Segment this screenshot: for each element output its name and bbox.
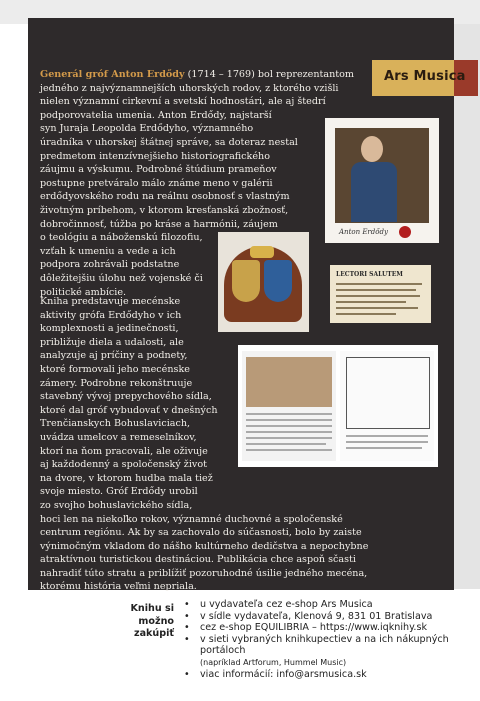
- p2-line-7: stavebný vývoj prepychového sídla,: [40, 391, 212, 403]
- purchase-option-bookshops: • v sieti vybraných knihkupectiev a na ich nákupných portáloch (napríklad Artforum, Hummel Music): [184, 634, 464, 669]
- text-line: [346, 435, 428, 437]
- p2-line-16: hoci len na niekoľko rokov, významné duchovné a spoločenské: [40, 513, 343, 525]
- p1-line-5: úradníka v uhorskej štátnej správe, sa doteraz nestal: [40, 136, 298, 148]
- p1-line-4: syn Juraja Leopolda Erdődyho, významného: [40, 123, 254, 135]
- p2-line-21: ktorému história veľmi nepriala.: [40, 581, 197, 593]
- p2-line-13: na dvore, v ktorom hudba mala tiež: [40, 472, 213, 484]
- p2-line-12: aj každodenný a spoločenský život: [40, 459, 207, 471]
- floor-plan-drawing: [346, 357, 430, 429]
- p2-line-8: ktoré dal gróf vybudovať v dnešných: [40, 404, 218, 416]
- purchase-heading: [98, 603, 174, 641]
- purchase-heading-line: Knihu si možno: [130, 603, 174, 627]
- p2-line-4: analyzuje aj príčiny a podnety,: [40, 350, 188, 362]
- p1-line-10: životným príbehom, v ktorom kresťanská zbožnosť,: [40, 204, 289, 216]
- p2-line-15: zo svojho bohuslavického sídla,: [40, 499, 193, 511]
- p1-line-0: Generál gróf Anton Erdődy (1714 – 1769) bol reprezentantom: [40, 69, 355, 80]
- historic-document-image: [330, 265, 431, 323]
- ars-musica-logo: [372, 60, 478, 96]
- p1-line-16: politické ambície.: [40, 286, 127, 298]
- p2-line-5: ktoré formovali jeho mecénske: [40, 363, 190, 375]
- p1-line-12: o teológiu a náboženskú filozofiu,: [40, 232, 203, 244]
- text-line: [246, 431, 332, 433]
- purchase-options-list: [184, 599, 464, 680]
- p2-line-18: výnimočným vkladom do nášho kultúrneho dedičstva a nepochybne: [40, 540, 369, 552]
- shield-right-icon: [264, 260, 292, 302]
- p1-line-3: podporovatelia umenia. Anton Erdődy, najstarší: [40, 109, 272, 121]
- p1-line-14: podpora zohrávali podstatne: [40, 259, 180, 271]
- document-line: [336, 307, 418, 309]
- p1-line-9: erdődyovského rodu na reálnu osobnosť s vlastným: [40, 191, 290, 203]
- p2-line-11: ktorí na ňom pracovali, ale oživuje: [40, 445, 208, 457]
- shield-left-icon: [232, 260, 260, 302]
- document-line: [336, 301, 406, 303]
- text-line: [246, 443, 326, 445]
- p2-line-6: zámery. Podrobne rekonštruuje: [40, 377, 193, 389]
- purchase-option-eshop: • u vydavateľa cez e-shop Ars Musica: [184, 599, 464, 611]
- p2-line-9: Trenčianskych Bohuslaviciach,: [40, 418, 191, 430]
- logo-text: Ars Musica: [384, 69, 466, 84]
- p2-line-2: komplexnosti a jedinečnosti,: [40, 323, 179, 335]
- purchase-option-office: • v sídle vydavateľa, Klenová 9, 831 01 Bratislava: [184, 611, 464, 623]
- purchase-option-info: • viac informácií: info@arsmusica.sk: [184, 669, 464, 681]
- p2-line-17: centrum regiónu. Ak by sa zachovalo do súčasnosti, bolo by zaiste: [40, 527, 362, 539]
- text-line: [246, 413, 332, 415]
- text-line: [346, 441, 428, 443]
- book-spread-image: [238, 345, 438, 467]
- purchase-heading-line: zakúpiť: [133, 628, 174, 640]
- document-line: [336, 295, 420, 297]
- portrait-signature: Anton Erdődy: [339, 228, 388, 236]
- p1-line-11: dobročinnosť, túžba po kráse a harmónii, záujem: [40, 218, 278, 230]
- p2-line-19: atraktívnou turistickou destináciou. Publikácia chce aspoň sčasti: [40, 554, 356, 566]
- document-line: [336, 283, 422, 285]
- text-line: [246, 449, 332, 451]
- p2-line-14: svoje miesto. Gróf Erdődy urobil: [40, 486, 198, 498]
- interior-photo: [246, 357, 332, 407]
- p2-line-3: približuje diela a udalosti, ale: [40, 336, 184, 348]
- p2-line-1: aktivity grófa Erdődyho v ich: [40, 309, 182, 321]
- portrait-image: [325, 118, 439, 243]
- portrait-figure-coat: [351, 162, 397, 222]
- p2-line-10: uvádza umelcov a remeselníkov,: [40, 431, 197, 443]
- text-line: [246, 425, 332, 427]
- p1-line-7: záujmu a výskumu. Podrobné štúdium prameňov: [40, 164, 277, 176]
- coat-of-arms-image: [218, 232, 309, 332]
- text-line: [246, 419, 332, 421]
- document-heading: LECTORI SALUTEM: [336, 271, 403, 278]
- p1-line-1: jedného z najvýznamnejších uhorských rodov, z ktorého vzišli: [40, 82, 339, 94]
- p1-line-15: dôležitejšiu úlohu než vojenské či: [40, 272, 203, 284]
- document-line: [336, 289, 416, 291]
- p1-line-8: postupne pretváralo málo známe meno v galérii: [40, 177, 273, 189]
- lead-name: Generál gróf Anton Erdődy: [40, 69, 185, 80]
- text-line: [346, 447, 422, 449]
- right-stripe: [454, 24, 480, 589]
- purchase-option-equilibria: • cez e-shop EQUILIBRIA – https://www.iqknihy.sk: [184, 622, 464, 634]
- p1-line-6: predmetom intenzívnejšieho historiografického: [40, 150, 271, 162]
- document-line: [336, 313, 396, 315]
- bookshops-note: (napríklad Artforum, Hummel Music): [200, 657, 347, 667]
- p1-line-2: nielen významní cirkevní a svetskí hodnostári, ale aj štedrí: [40, 96, 326, 108]
- p2-line-0: Kniha predstavuje mecénske: [40, 296, 181, 307]
- crown-icon: [250, 246, 274, 258]
- paragraph-1: [40, 68, 370, 299]
- p1-line-13: vzťah k umeniu a vede a ich: [40, 245, 176, 257]
- p2-line-20: nahradiť túto stratu a priblížiť pozoruhodné úsilie jedného mecéna,: [40, 567, 368, 579]
- wax-seal-icon: [399, 226, 411, 238]
- portrait-figure-face: [361, 136, 383, 162]
- text-line: [246, 437, 332, 439]
